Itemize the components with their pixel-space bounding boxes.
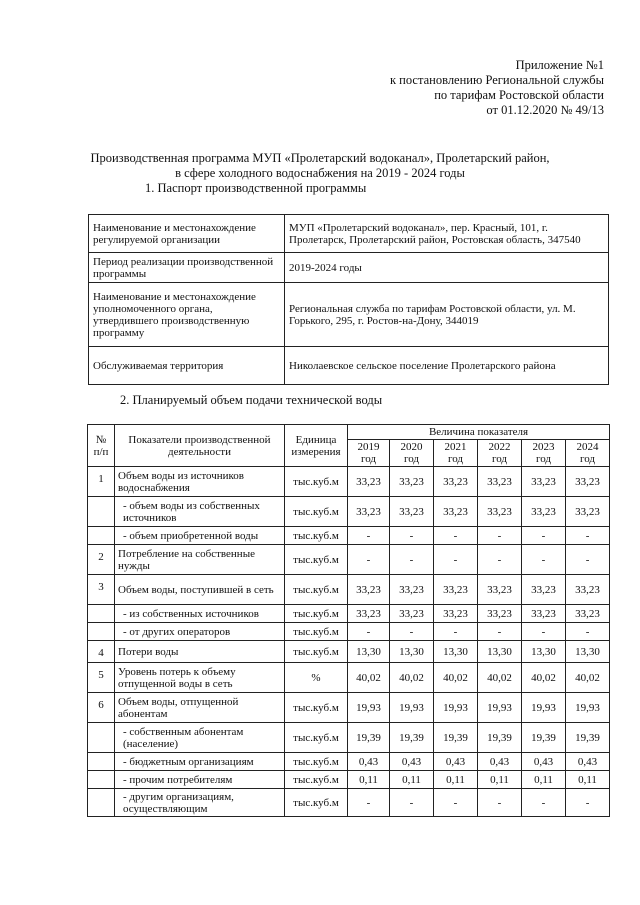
row-value: 19,93 — [434, 693, 478, 723]
row-indicator: Объем воды из источников водоснабжения — [115, 467, 285, 497]
row-value: - — [478, 789, 522, 817]
row-indicator: - из собственных источников — [115, 605, 285, 623]
header-year: 2022 год — [478, 440, 522, 467]
row-value: 13,30 — [348, 641, 390, 663]
row-unit: тыс.куб.м — [285, 789, 348, 817]
row-unit: тыс.куб.м — [285, 623, 348, 641]
passport-table — [88, 214, 609, 385]
table-row — [88, 663, 610, 693]
row-value: 13,30 — [478, 641, 522, 663]
row-value: 33,23 — [478, 605, 522, 623]
row-number: 3 — [88, 575, 115, 605]
row-value: 33,23 — [478, 497, 522, 527]
row-indicator: Уровень потерь к объему отпущенной воды в сеть — [115, 663, 285, 693]
row-value: 13,30 — [390, 641, 434, 663]
row-value: - — [566, 623, 610, 641]
row-value: - — [348, 545, 390, 575]
row-value: 33,23 — [566, 575, 610, 605]
row-value: - — [522, 545, 566, 575]
row-unit: тыс.куб.м — [285, 575, 348, 605]
row-number — [88, 623, 115, 641]
row-value: 0,11 — [434, 771, 478, 789]
row-value: 40,02 — [348, 663, 390, 693]
row-number — [88, 753, 115, 771]
header-value-group: Величина показателя — [348, 425, 610, 440]
row-value: 33,23 — [348, 605, 390, 623]
row-number — [88, 605, 115, 623]
row-value: 19,93 — [566, 693, 610, 723]
row-number: 6 — [88, 693, 115, 723]
row-value: 33,23 — [348, 575, 390, 605]
row-unit: тыс.куб.м — [285, 753, 348, 771]
header-year: 2021 год — [434, 440, 478, 467]
row-value: 33,23 — [522, 467, 566, 497]
row-value: 40,02 — [390, 663, 434, 693]
row-value: - — [434, 623, 478, 641]
row-value: 33,23 — [566, 497, 610, 527]
row-value: 0,11 — [478, 771, 522, 789]
row-value: - — [478, 527, 522, 545]
header-unit: Единица измерения — [285, 425, 348, 467]
row-value: - — [478, 545, 522, 575]
row-value: 0,43 — [478, 753, 522, 771]
appendix-line: от 01.12.2020 № 49/13 — [486, 103, 604, 117]
row-value: 33,23 — [390, 497, 434, 527]
row-value: 0,11 — [522, 771, 566, 789]
row-unit: тыс.куб.м — [285, 497, 348, 527]
row-number — [88, 789, 115, 817]
row-value: 19,93 — [522, 693, 566, 723]
row-value: 33,23 — [390, 575, 434, 605]
row-value: 19,93 — [478, 693, 522, 723]
row-indicator: - прочим потребителям — [115, 771, 285, 789]
row-unit: % — [285, 663, 348, 693]
row-value: - — [390, 527, 434, 545]
table-row — [88, 693, 610, 723]
row-value: 33,23 — [390, 605, 434, 623]
table-row — [88, 753, 610, 771]
row-value: - — [390, 789, 434, 817]
row-value: - — [348, 623, 390, 641]
row-unit: тыс.куб.м — [285, 641, 348, 663]
table-row — [88, 575, 610, 605]
row-number: 5 — [88, 663, 115, 693]
row-value: - — [522, 527, 566, 545]
row-value: 33,23 — [434, 497, 478, 527]
row-value: - — [522, 789, 566, 817]
table-row — [88, 497, 610, 527]
row-value: 33,23 — [478, 575, 522, 605]
passport-value: Региональная служба по тарифам Ростовской области, ул. М. Горького, 295, г. Ростов-на-Дону, 344019 — [285, 283, 609, 347]
row-value: - — [434, 789, 478, 817]
row-indicator: Объем воды, поступившей в сеть — [115, 575, 285, 605]
table-row — [88, 467, 610, 497]
row-indicator: Объем воды, отпущенной абонентам — [115, 693, 285, 723]
passport-value: Николаевское сельское поселение Пролетарского района — [285, 347, 609, 385]
row-value: 19,39 — [348, 723, 390, 753]
table-row — [88, 771, 610, 789]
row-value: 0,43 — [522, 753, 566, 771]
passport-row — [89, 283, 609, 347]
row-indicator: - собственным абонентам (население) — [115, 723, 285, 753]
table-row — [88, 789, 610, 817]
table-row — [88, 723, 610, 753]
row-value: - — [566, 789, 610, 817]
row-value: 33,23 — [522, 497, 566, 527]
row-number: 2 — [88, 545, 115, 575]
row-value: - — [566, 545, 610, 575]
row-value: 0,11 — [566, 771, 610, 789]
row-value: - — [434, 527, 478, 545]
appendix-line: по тарифам Ростовской области — [434, 88, 604, 102]
row-indicator: - объем воды из собственных источников — [115, 497, 285, 527]
row-value: 33,23 — [566, 605, 610, 623]
header-year: 2024 год — [566, 440, 610, 467]
row-value: 19,39 — [390, 723, 434, 753]
row-indicator: - объем приобретенной воды — [115, 527, 285, 545]
row-value: - — [348, 527, 390, 545]
table-row — [88, 545, 610, 575]
appendix-line: Приложение №1 — [515, 58, 604, 72]
row-value: 13,30 — [434, 641, 478, 663]
program-title — [0, 151, 640, 181]
row-value: 40,02 — [478, 663, 522, 693]
row-value: 40,02 — [566, 663, 610, 693]
row-number — [88, 771, 115, 789]
row-unit: тыс.куб.м — [285, 545, 348, 575]
row-value: 33,23 — [348, 497, 390, 527]
row-indicator: - другим организациям, осуществляющим — [115, 789, 285, 817]
row-unit: тыс.куб.м — [285, 723, 348, 753]
row-unit: тыс.куб.м — [285, 605, 348, 623]
passport-value: МУП «Пролетарский водоканал», пер. Красный, 101, г. Пролетарск, Пролетарский район, Ростовская область, 347540 — [285, 215, 609, 253]
row-value: - — [478, 623, 522, 641]
row-value: 0,43 — [348, 753, 390, 771]
row-value: 33,23 — [348, 467, 390, 497]
row-value: 19,93 — [390, 693, 434, 723]
row-value: 33,23 — [390, 467, 434, 497]
row-value: 19,39 — [522, 723, 566, 753]
program-title-line: Производственная программа МУП «Пролетарский водоканал», Пролетарский район, — [90, 151, 550, 165]
row-indicator: Потери воды — [115, 641, 285, 663]
section-2-heading: 2. Планируемый объем подачи технической воды — [120, 393, 383, 407]
passport-label: Наименование и местонахождение уполномоченного органа, утвердившего производственную программу — [89, 283, 285, 347]
row-value: 13,30 — [566, 641, 610, 663]
passport-label: Обслуживаемая территория — [89, 347, 285, 385]
row-number: 1 — [88, 467, 115, 497]
row-number — [88, 527, 115, 545]
row-value: - — [434, 545, 478, 575]
row-value: - — [390, 545, 434, 575]
row-value: 33,23 — [478, 467, 522, 497]
table-row — [88, 641, 610, 663]
passport-row — [89, 215, 609, 253]
row-unit: тыс.куб.м — [285, 771, 348, 789]
row-value: 0,43 — [434, 753, 478, 771]
appendix-line: к постановлению Региональной службы — [389, 73, 604, 87]
row-value: 19,39 — [566, 723, 610, 753]
row-unit: тыс.куб.м — [285, 693, 348, 723]
row-value: 33,23 — [434, 467, 478, 497]
header-indicator: Показатели производственной деятельности — [115, 425, 285, 467]
row-value: 19,39 — [434, 723, 478, 753]
row-value: 33,23 — [566, 467, 610, 497]
row-unit: тыс.куб.м — [285, 467, 348, 497]
row-unit: тыс.куб.м — [285, 527, 348, 545]
section-1-heading: 1. Паспорт производственной программы — [145, 181, 367, 195]
passport-label: Период реализации производственной программы — [89, 253, 285, 283]
row-value: 40,02 — [434, 663, 478, 693]
passport-row — [89, 253, 609, 283]
passport-row — [89, 347, 609, 385]
row-indicator: - от других операторов — [115, 623, 285, 641]
header-year: 2019 год — [348, 440, 390, 467]
row-number — [88, 497, 115, 527]
header-year: 2023 год — [522, 440, 566, 467]
row-value: - — [522, 623, 566, 641]
row-value: 33,23 — [434, 575, 478, 605]
table-row — [88, 527, 610, 545]
row-value: - — [348, 789, 390, 817]
row-value: 19,39 — [478, 723, 522, 753]
passport-value: 2019-2024 годы — [285, 253, 609, 283]
row-value: 0,43 — [566, 753, 610, 771]
row-value: 0,43 — [390, 753, 434, 771]
row-value: 0,11 — [390, 771, 434, 789]
row-indicator: - бюджетным организациям — [115, 753, 285, 771]
row-value: - — [566, 527, 610, 545]
appendix-block — [390, 58, 604, 118]
row-value: 19,93 — [348, 693, 390, 723]
row-number — [88, 723, 115, 753]
row-value: 0,11 — [348, 771, 390, 789]
row-value: 33,23 — [434, 605, 478, 623]
header-no: № п/п — [88, 425, 115, 467]
row-value: 33,23 — [522, 605, 566, 623]
water-volume-table — [87, 424, 610, 817]
row-indicator: Потребление на собственные нужды — [115, 545, 285, 575]
row-value: - — [390, 623, 434, 641]
row-value: 13,30 — [522, 641, 566, 663]
table-row — [88, 605, 610, 623]
table-row — [88, 623, 610, 641]
passport-label: Наименование и местонахождение регулируемой организации — [89, 215, 285, 253]
row-number: 4 — [88, 641, 115, 663]
row-value: 33,23 — [522, 575, 566, 605]
row-value: 40,02 — [522, 663, 566, 693]
program-title-line: в сфере холодного водоснабжения на 2019 - 2024 годы — [175, 166, 465, 180]
header-year: 2020 год — [390, 440, 434, 467]
